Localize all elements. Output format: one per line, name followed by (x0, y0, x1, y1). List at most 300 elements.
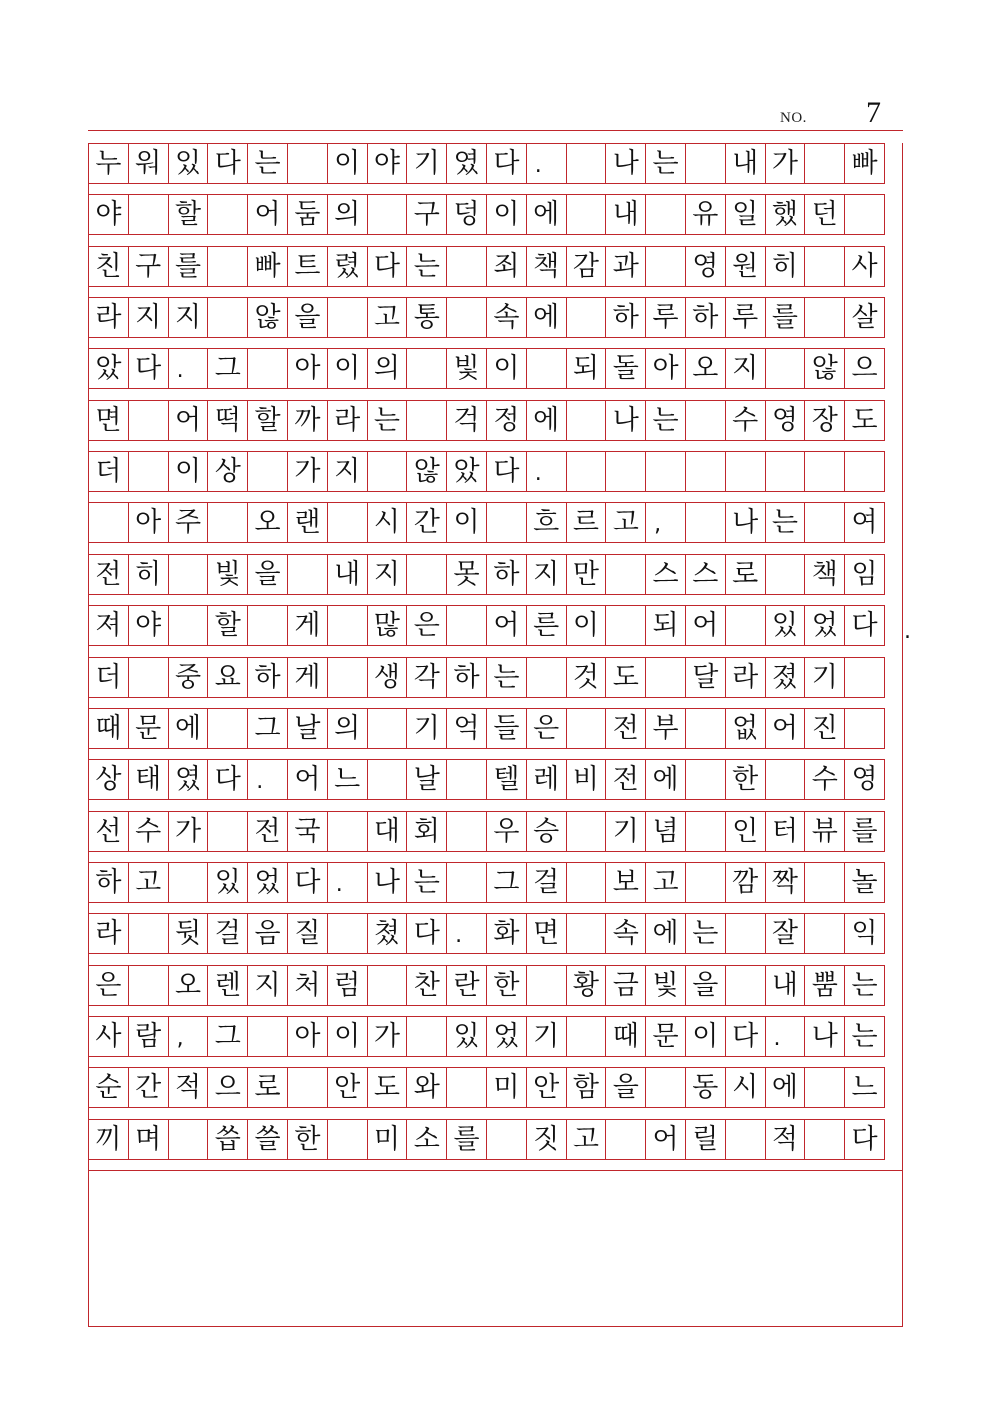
grid-cell: 승 (526, 811, 567, 852)
grid-cell (804, 246, 845, 287)
grid-cell: 빠 (844, 143, 885, 184)
grid-cell: 트 (287, 246, 328, 287)
grid-cell: 걱 (446, 400, 487, 441)
grid-cell: 었 (486, 1016, 527, 1057)
grid-cell: 놀 (844, 862, 885, 903)
grid-cell (566, 1016, 607, 1057)
grid-cell: 에 (645, 759, 686, 800)
grid-cell: 나 (725, 502, 766, 543)
grid-cell: 뿜 (804, 965, 845, 1006)
grid-cell: 다 (486, 451, 527, 492)
grid-cell (247, 605, 288, 646)
grid-cell: 라 (88, 297, 129, 338)
grid-cell: 람 (128, 1016, 169, 1057)
grid-cell (725, 1119, 766, 1160)
page-number-label: NO. (780, 110, 807, 126)
grid-cell: 나 (367, 862, 408, 903)
grid-cell: 도 (844, 400, 885, 441)
grid-cell: 으 (207, 1067, 248, 1108)
grid-cell: 의 (327, 194, 368, 235)
grid-cell: 장 (804, 400, 845, 441)
grid-cell: 스 (685, 554, 726, 595)
grid-cell (526, 348, 567, 389)
grid-cell: 이 (486, 348, 527, 389)
grid-cell: 보 (605, 862, 646, 903)
grid-cell: 친 (88, 246, 129, 287)
grid-cell: 덩 (446, 194, 487, 235)
grid-cell: 는 (367, 400, 408, 441)
grid-cell: 는 (844, 965, 885, 1006)
grid-cell (128, 451, 169, 492)
grid-cell: 달 (685, 657, 726, 698)
grid-cell: 내 (327, 554, 368, 595)
grid-cell (168, 862, 209, 903)
grid-cell: 누 (88, 143, 129, 184)
grid-cell: 으 (844, 348, 885, 389)
grid-cell (327, 811, 368, 852)
grid-cell: 되 (566, 348, 607, 389)
grid-cell: 책 (526, 246, 567, 287)
grid-cell: 사 (844, 246, 885, 287)
grid-cell: 은 (88, 965, 129, 1006)
header-rule (88, 130, 903, 131)
grid-cell: 빛 (207, 554, 248, 595)
grid-cell: 내 (765, 965, 806, 1006)
grid-cell (207, 811, 248, 852)
grid-row (88, 297, 904, 338)
grid-cell (605, 554, 646, 595)
grid-cell: 살 (844, 297, 885, 338)
grid-cell: 이 (446, 502, 487, 543)
grid-cell (168, 554, 209, 595)
grid-cell: 비 (566, 759, 607, 800)
grid-cell (207, 297, 248, 338)
grid-cell: 책 (804, 554, 845, 595)
grid-cell (645, 451, 686, 492)
grid-cell (327, 1119, 368, 1160)
grid-cell: 어 (645, 1119, 686, 1160)
grid-cell (446, 246, 487, 287)
grid-cell: 이 (685, 1016, 726, 1057)
grid-cell: 았 (88, 348, 129, 389)
grid-cell (446, 297, 487, 338)
grid-row (88, 1067, 904, 1108)
grid-cell (486, 502, 527, 543)
grid-cell: 는 (406, 246, 447, 287)
grid-cell: 라 (88, 913, 129, 954)
grid-cell: 하 (486, 554, 527, 595)
grid-cell: 할 (168, 194, 209, 235)
grid-cell: 황 (566, 965, 607, 1006)
grid-cell: 억 (446, 708, 487, 749)
grid-cell: 가 (287, 451, 328, 492)
grid-cell: 않 (406, 451, 447, 492)
grid-cell (128, 965, 169, 1006)
grid-cell: 텔 (486, 759, 527, 800)
grid-cell: 통 (406, 297, 447, 338)
grid-cell: , (645, 502, 686, 543)
grid-cell: 시 (367, 502, 408, 543)
grid-cell: 고 (367, 297, 408, 338)
grid-cell (645, 657, 686, 698)
grid-cell: 없 (725, 708, 766, 749)
grid-cell: 있 (168, 143, 209, 184)
grid-cell: 도 (605, 657, 646, 698)
grid-cell (327, 605, 368, 646)
grid-cell (367, 759, 408, 800)
grid-cell (804, 1119, 845, 1160)
grid-cell: 의 (367, 348, 408, 389)
grid-cell: 가 (765, 143, 806, 184)
grid-cell: 은 (406, 605, 447, 646)
grid-cell: 뒷 (168, 913, 209, 954)
grid-cell (367, 965, 408, 1006)
grid-row (88, 246, 904, 287)
grid-cell (566, 194, 607, 235)
grid-cell: 화 (486, 913, 527, 954)
grid-cell: 주 (168, 502, 209, 543)
grid-cell: 한 (725, 759, 766, 800)
grid-cell: 을 (605, 1067, 646, 1108)
grid-cell: 구 (406, 194, 447, 235)
grid-cell (446, 862, 487, 903)
grid-cell (605, 605, 646, 646)
grid-cell (645, 246, 686, 287)
grid-cell: 내 (605, 194, 646, 235)
blank-footer-area (88, 1170, 903, 1327)
grid-cell (566, 297, 607, 338)
grid-cell (406, 1016, 447, 1057)
grid-cell (725, 965, 766, 1006)
grid-cell: 었 (247, 862, 288, 903)
grid-cell: 상 (88, 759, 129, 800)
grid-cell: 지 (367, 554, 408, 595)
grid-cell: 다 (207, 143, 248, 184)
grid-cell: 루 (645, 297, 686, 338)
grid-cell: . (327, 862, 368, 903)
grid-cell (168, 1119, 209, 1160)
grid-cell: 소 (406, 1119, 447, 1160)
grid-cell: 다 (486, 143, 527, 184)
grid-cell: 졌 (765, 657, 806, 698)
grid-cell (367, 451, 408, 492)
grid-cell: 했 (765, 194, 806, 235)
grid-row (88, 657, 904, 698)
grid-cell: 안 (327, 1067, 368, 1108)
grid-row (88, 913, 904, 954)
grid-cell (327, 297, 368, 338)
grid-cell (128, 400, 169, 441)
grid-cell: 라 (327, 400, 368, 441)
grid-cell: 면 (88, 400, 129, 441)
grid-cell (685, 862, 726, 903)
grid-cell: 미 (486, 1067, 527, 1108)
grid-cell: 가 (367, 1016, 408, 1057)
grid-cell: 사 (88, 1016, 129, 1057)
grid-cell: 아 (128, 502, 169, 543)
grid-cell (566, 400, 607, 441)
grid-cell: 터 (765, 811, 806, 852)
grid-cell (406, 400, 447, 441)
grid-cell: 날 (287, 708, 328, 749)
grid-cell: 함 (566, 1067, 607, 1108)
grid-cell: 어 (486, 605, 527, 646)
grid-cell: 질 (287, 913, 328, 954)
grid-cell: 하 (247, 657, 288, 698)
grid-cell: 에 (168, 708, 209, 749)
grid-cell: 미 (367, 1119, 408, 1160)
grid-cell: 는 (645, 143, 686, 184)
grid-cell: 면 (526, 913, 567, 954)
grid-cell: 때 (605, 1016, 646, 1057)
grid-cell: 만 (566, 554, 607, 595)
grid-cell (406, 348, 447, 389)
grid-cell: 많 (367, 605, 408, 646)
grid-cell (685, 502, 726, 543)
grid-cell: 다 (367, 246, 408, 287)
grid-cell: 을 (685, 965, 726, 1006)
grid-cell (765, 759, 806, 800)
grid-cell: 다 (287, 862, 328, 903)
grid-cell: 상 (207, 451, 248, 492)
grid-cell: 할 (247, 400, 288, 441)
grid-cell (526, 965, 567, 1006)
grid-cell: 다 (207, 759, 248, 800)
grid-cell: 다 (406, 913, 447, 954)
grid-cell (446, 811, 487, 852)
grid-cell (566, 811, 607, 852)
grid-cell (287, 554, 328, 595)
grid-cell: 어 (685, 605, 726, 646)
grid-cell (526, 657, 567, 698)
grid-cell: 할 (207, 605, 248, 646)
grid-cell: 며 (128, 1119, 169, 1160)
grid-cell: . (765, 1016, 806, 1057)
grid-cell: 안 (526, 1067, 567, 1108)
grid-cell: 지 (168, 297, 209, 338)
grid-cell: 기 (406, 143, 447, 184)
grid-cell (765, 554, 806, 595)
grid-cell: 죄 (486, 246, 527, 287)
grid-cell: 도 (367, 1067, 408, 1108)
grid-cell: 기 (526, 1016, 567, 1057)
grid-cell: 적 (765, 1119, 806, 1160)
grid-cell: 그 (486, 862, 527, 903)
grid-cell: 짝 (765, 862, 806, 903)
grid-cell: 잘 (765, 913, 806, 954)
grid-cell: 았 (446, 451, 487, 492)
grid-row (88, 451, 904, 492)
grid-cell (844, 657, 885, 698)
grid-cell: 빛 (645, 965, 686, 1006)
grid-cell: 쳤 (367, 913, 408, 954)
grid-cell: . (526, 451, 567, 492)
grid-cell: 씁 (207, 1119, 248, 1160)
grid-cell: 있 (446, 1016, 487, 1057)
grid-cell: 스 (645, 554, 686, 595)
grid-cell: 로 (725, 554, 766, 595)
grid-cell: 기 (406, 708, 447, 749)
grid-cell: 하 (446, 657, 487, 698)
grid-cell (566, 913, 607, 954)
grid-cell: 는 (685, 913, 726, 954)
grid-cell: 더 (88, 657, 129, 698)
grid-cell: . (446, 913, 487, 954)
grid-cell: 빛 (446, 348, 487, 389)
grid-cell: 이 (486, 194, 527, 235)
grid-cell: 어 (247, 194, 288, 235)
grid-cell (844, 451, 885, 492)
grid-cell: 국 (287, 811, 328, 852)
grid-cell (844, 708, 885, 749)
grid-cell: 빠 (247, 246, 288, 287)
grid-cell: 것 (566, 657, 607, 698)
grid-cell: 고 (566, 1119, 607, 1160)
grid-cell: 하 (685, 297, 726, 338)
grid-cell: 이 (327, 143, 368, 184)
grid-cell: 다 (725, 1016, 766, 1057)
grid-cell: 지 (526, 554, 567, 595)
grid-cell (685, 759, 726, 800)
grid-cell (685, 811, 726, 852)
grid-cell: 일 (725, 194, 766, 235)
grid-cell (327, 502, 368, 543)
grid-cell (645, 194, 686, 235)
grid-cell: 간 (128, 1067, 169, 1108)
grid-row (88, 554, 904, 595)
grid-cell (128, 657, 169, 698)
grid-cell: 는 (645, 400, 686, 441)
grid-cell: 고 (645, 862, 686, 903)
grid-cell: 수 (725, 400, 766, 441)
grid-cell: 는 (844, 1016, 885, 1057)
grid-cell: 였 (446, 143, 487, 184)
grid-cell: 어 (287, 759, 328, 800)
grid-cell: 였 (168, 759, 209, 800)
grid-cell: 게 (287, 657, 328, 698)
grid-cell (725, 451, 766, 492)
grid-cell: 을 (247, 554, 288, 595)
grid-cell: 않 (804, 348, 845, 389)
grid-cell: 짓 (526, 1119, 567, 1160)
grid-cell: 에 (765, 1067, 806, 1108)
grid-cell: 하 (605, 297, 646, 338)
grid-cell: 흐 (526, 502, 567, 543)
grid-cell: 라 (725, 657, 766, 698)
grid-cell: 까 (287, 400, 328, 441)
grid-cell: . (247, 759, 288, 800)
grid-row (88, 811, 904, 852)
grid-cell: 는 (406, 862, 447, 903)
grid-cell: 게 (287, 605, 328, 646)
grid-cell: 하 (88, 862, 129, 903)
grid-cell: 가 (168, 811, 209, 852)
grid-cell: 과 (605, 246, 646, 287)
grid-cell: 부 (645, 708, 686, 749)
grid-cell (566, 862, 607, 903)
grid-cell: 둠 (287, 194, 328, 235)
grid-cell: 오 (168, 965, 209, 1006)
grid-cell: 에 (526, 297, 567, 338)
grid-cell: 여 (844, 502, 885, 543)
grid-row (88, 708, 904, 749)
grid-cell: 동 (685, 1067, 726, 1108)
grid-cell: 떡 (207, 400, 248, 441)
grid-row (88, 400, 904, 441)
grid-cell (168, 605, 209, 646)
grid-cell: 문 (645, 1016, 686, 1057)
grid-cell: 회 (406, 811, 447, 852)
grid-cell (486, 1119, 527, 1160)
grid-cell: 다 (844, 1119, 885, 1160)
grid-cell: 들 (486, 708, 527, 749)
grid-cell: 유 (685, 194, 726, 235)
grid-cell (605, 451, 646, 492)
grid-cell: 전 (605, 759, 646, 800)
grid-cell (247, 451, 288, 492)
grid-cell: 구 (128, 246, 169, 287)
grid-cell: 처 (287, 965, 328, 1006)
grid-cell (804, 862, 845, 903)
grid-cell: 은 (526, 708, 567, 749)
grid-cell (685, 451, 726, 492)
grid-cell: 념 (645, 811, 686, 852)
grid-cell (446, 1067, 487, 1108)
grid-cell: 는 (486, 657, 527, 698)
grid-cell: 속 (605, 913, 646, 954)
grid-cell: 원 (725, 246, 766, 287)
grid-cell (804, 451, 845, 492)
grid-cell: 이 (566, 605, 607, 646)
grid-cell: 를 (168, 246, 209, 287)
grid-cell: 감 (566, 246, 607, 287)
grid-cell: 쓸 (247, 1119, 288, 1160)
grid-cell: 태 (128, 759, 169, 800)
grid-cell: 내 (725, 143, 766, 184)
grid-cell (804, 143, 845, 184)
grid-cell: 아 (287, 348, 328, 389)
grid-cell (566, 143, 607, 184)
grid-cell: 있 (765, 605, 806, 646)
grid-cell: 음 (247, 913, 288, 954)
grid-cell (287, 1067, 328, 1108)
grid-cell (566, 451, 607, 492)
grid-cell: 르 (566, 502, 607, 543)
grid-cell: 어 (168, 400, 209, 441)
grid-cell (804, 502, 845, 543)
grid-cell: 진 (804, 708, 845, 749)
grid-cell: 익 (844, 913, 885, 954)
grid-row (88, 143, 904, 184)
grid-cell (605, 1119, 646, 1160)
grid-cell: 야 (367, 143, 408, 184)
grid-cell (207, 708, 248, 749)
grid-cell: 끼 (88, 1119, 129, 1160)
grid-cell (207, 502, 248, 543)
grid-cell: . (168, 348, 209, 389)
grid-cell: 렸 (327, 246, 368, 287)
grid-row (88, 1119, 904, 1160)
grid-cell: 한 (486, 965, 527, 1006)
grid-cell: 순 (88, 1067, 129, 1108)
grid-cell: , (168, 1016, 209, 1057)
grid-cell: 전 (88, 554, 129, 595)
grid-row (88, 502, 904, 543)
grid-cell: 찬 (406, 965, 447, 1006)
grid-cell: 임 (844, 554, 885, 595)
grid-cell: 었 (804, 605, 845, 646)
grid-cell: 못 (446, 554, 487, 595)
